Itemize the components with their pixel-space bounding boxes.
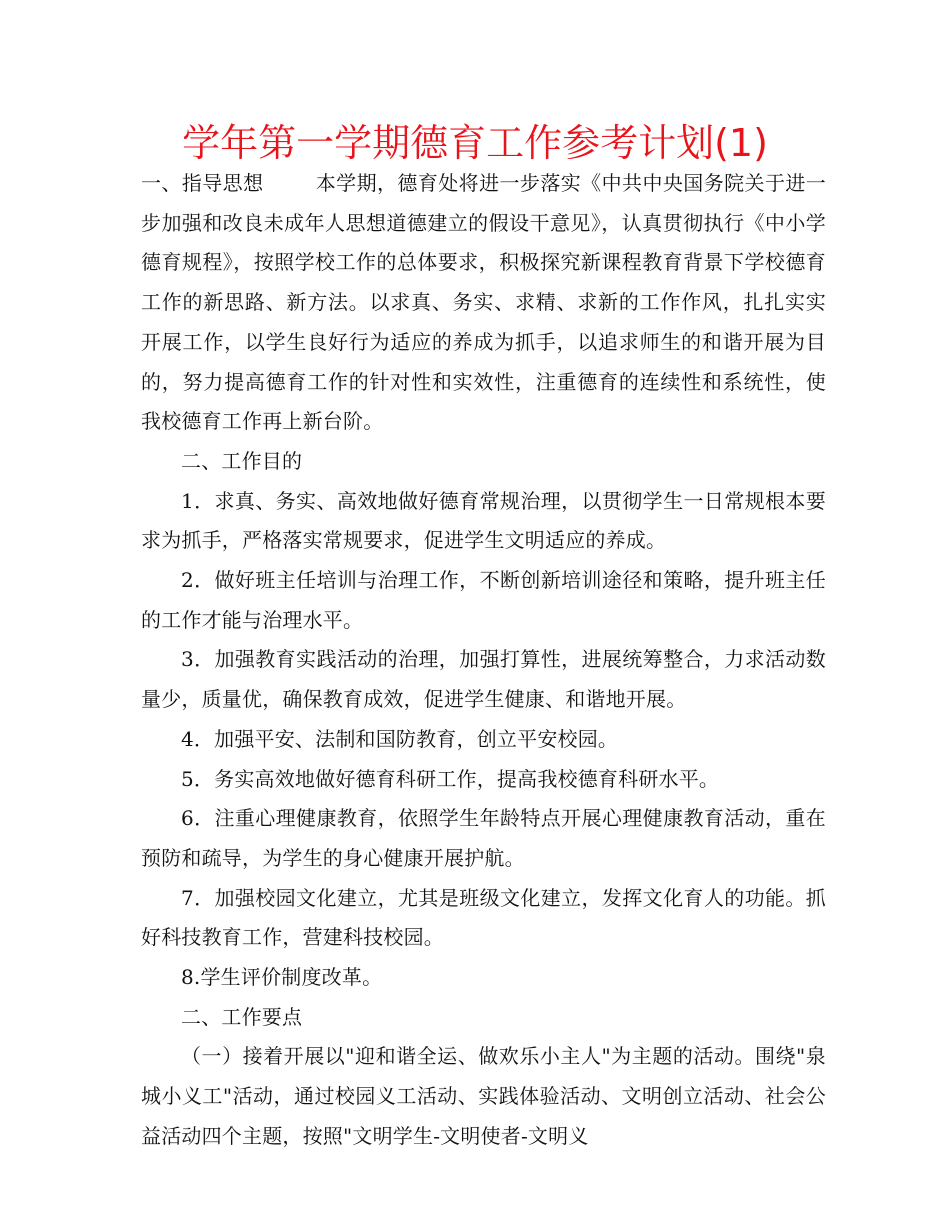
goal-item-4: 4．加强平安、法制和国防教育，创立平安校园。 [181, 726, 619, 751]
goal-item-3: 3．加强教育实践活动的治理，加强打算性，进展统筹整合，力求活动数量少，质量优，确保教育成效，促进学生健康、和谐地开展。 [141, 647, 826, 712]
document-body [141, 164, 826, 1157]
section-heading-work-points: 二、工作要点 [181, 1004, 303, 1029]
paragraph-guiding-thought [141, 164, 826, 442]
paragraph-text: 本学期，德育处将进一步落实《中共中央国务院关于进一步加强和改良未成年人思想道德建立的假设干意见》，认真贯彻执行《中小学德育规程》，按照学校工作的总体要求，积极探究新课程教育背景下学校德育工作的新思路、新方法。以求真、务实、求精、求新的工作作风，扎扎实实开展工作，以学生良好行为适应的养成为抓手，以追求师生的和谐开展为目的，努力提高德育工作的针对性和实效性，注重德育的连续性和系统性，使我校德育工作再上新台阶。 [141, 171, 826, 434]
work-point-1: （一）接着开展以"迎和谐全运、做欢乐小主人"为主题的活动。围绕"泉城小义工"活动，通过校园义工活动、实践体验活动、文明创立活动、社会公益活动四个主题，按照"文明学生-文明使者-文明义 [141, 1044, 826, 1148]
section-heading-guiding-thought: 一、指导思想 [141, 171, 264, 195]
section-heading-work-goals: 二、工作目的 [181, 448, 303, 473]
goal-item-8: 8.学生评价制度改革。 [181, 965, 383, 990]
document-title: 学年第一学期德育工作参考计划(1) [182, 121, 768, 165]
goal-item-7: 7．加强校园文化建立，尤其是班级文化建立，发挥文化育人的功能。抓好科技教育工作，营建科技校园。 [141, 885, 826, 950]
goal-item-2: 2．做好班主任培训与治理工作，不断创新培训途径和策略，提升班主任的工作才能与治理水平。 [141, 568, 826, 632]
goal-item-1: 1．求真、务实、高效地做好德育常规治理，以贯彻学生一日常规根本要求为抓手，严格落实常规要求，促进学生文明适应的养成。 [141, 488, 826, 553]
goal-item-5: 5．务实高效地做好德育科研工作，提高我校德育科研水平。 [181, 766, 720, 791]
goal-item-6: 6．注重心理健康教育，依照学生年龄特点开展心理健康教育活动，重在预防和疏导，为学生的身心健康开展护航。 [141, 806, 826, 870]
